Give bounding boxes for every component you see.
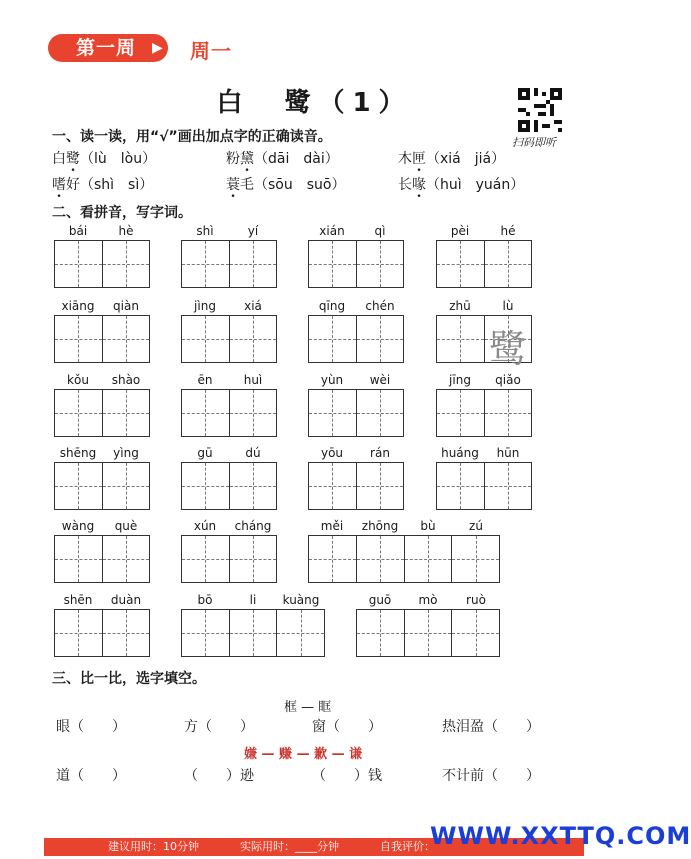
pinyin-options[interactable]: （huì yuán） xyxy=(426,177,525,193)
pinyin-label: ruò xyxy=(466,593,486,607)
writing-cell[interactable] xyxy=(309,316,357,362)
pronunciation-item[interactable] xyxy=(52,148,156,168)
writing-grid xyxy=(181,315,277,363)
pinyin-label: qì xyxy=(374,224,386,238)
writing-cell[interactable] xyxy=(103,610,150,656)
writing-grid xyxy=(181,535,277,583)
pinyin-label: hūn xyxy=(496,446,520,460)
section2-heading: 二、看拼音，写字词。 xyxy=(52,205,192,221)
blank-2-3[interactable]: （ ）钱 xyxy=(312,768,382,784)
writing-cell[interactable] xyxy=(55,536,103,582)
pinyin-label: wàng xyxy=(61,519,95,533)
writing-cell[interactable] xyxy=(230,316,277,362)
pinyin-label: mò xyxy=(418,593,438,607)
pinyin-label: xiá xyxy=(244,299,262,313)
dotted-character: 黛 xyxy=(240,151,254,167)
writing-cell[interactable] xyxy=(103,390,150,436)
writing-cell[interactable] xyxy=(309,536,357,582)
pinyin-label: jīng xyxy=(449,373,471,387)
pinyin-label: hè xyxy=(118,224,134,238)
watermark: WWW.XXTTQ.COM xyxy=(430,822,691,850)
writing-cell[interactable] xyxy=(309,241,357,287)
pinyin-label: xiāng xyxy=(61,299,95,313)
blank-1-3[interactable]: 窗（ ） xyxy=(312,719,382,735)
pinyin-label: qiàn xyxy=(113,299,139,313)
writing-grid xyxy=(436,240,532,288)
writing-cell[interactable] xyxy=(437,316,485,362)
pinyin-label: xún xyxy=(193,519,217,533)
blank-1-2[interactable]: 方（ ） xyxy=(184,719,254,735)
pinyin-label: cháng xyxy=(234,519,272,533)
compare-pair-2: 嫌 — 赚 — 歉 — 谦 xyxy=(244,747,363,762)
writing-cell[interactable] xyxy=(182,536,230,582)
word-suffix: 好 xyxy=(66,177,80,193)
pinyin-label: yí xyxy=(247,224,259,238)
pinyin-label: què xyxy=(114,519,138,533)
writing-grid xyxy=(181,389,277,437)
given-character: 鹭 xyxy=(488,327,527,371)
pinyin-label: bái xyxy=(68,224,88,238)
dotted-character: 匣 xyxy=(412,151,426,167)
writing-cell[interactable] xyxy=(103,463,150,509)
writing-cell[interactable] xyxy=(103,316,150,362)
writing-cell[interactable] xyxy=(55,610,103,656)
pinyin-label: bù xyxy=(420,519,436,533)
pronunciation-item[interactable] xyxy=(226,174,345,194)
pinyin-label: yìng xyxy=(113,446,139,460)
dotted-character: 蓑 xyxy=(226,177,240,193)
word-prefix: 粉 xyxy=(226,151,240,167)
pinyin-label: hé xyxy=(500,224,516,238)
pinyin-label: wèi xyxy=(369,373,391,387)
dotted-character: 喙 xyxy=(412,177,426,193)
writing-cell[interactable] xyxy=(485,241,532,287)
section1-heading: 一、读一读，用“√”画出加点字的正确读音。 xyxy=(52,129,332,145)
pinyin-label: li xyxy=(249,593,257,607)
writing-grid xyxy=(308,535,500,583)
blank-2-2[interactable]: （ ）逊 xyxy=(184,768,254,784)
pronunciation-item[interactable] xyxy=(398,148,505,168)
writing-cell[interactable] xyxy=(485,316,532,371)
pinyin-options[interactable]: （sōu suō） xyxy=(254,177,346,193)
writing-cell[interactable] xyxy=(277,610,324,656)
writing-grid xyxy=(308,240,404,288)
writing-cell[interactable] xyxy=(230,390,277,436)
pinyin-label: qīng xyxy=(318,299,346,313)
writing-grid xyxy=(436,389,532,437)
pinyin-label: shì xyxy=(196,224,214,238)
writing-grid xyxy=(181,240,277,288)
writing-cell[interactable] xyxy=(485,390,532,436)
writing-cell[interactable] xyxy=(230,536,277,582)
word-suffix: 毛 xyxy=(240,177,254,193)
pinyin-label: yōu xyxy=(320,446,344,460)
pronunciation-item[interactable] xyxy=(52,174,153,194)
pinyin-label: zhōng xyxy=(361,519,399,533)
writing-grid xyxy=(54,609,150,657)
writing-cell[interactable] xyxy=(230,610,278,656)
word-prefix: 长 xyxy=(398,177,412,193)
play-arrow-icon: ▶ xyxy=(152,40,163,56)
compare-pair-1: 框 — 眶 xyxy=(284,700,332,715)
blank-2-1[interactable]: 道（ ） xyxy=(56,768,126,784)
pinyin-label: shào xyxy=(111,373,141,387)
writing-grid xyxy=(436,315,532,371)
writing-cell[interactable] xyxy=(357,463,404,509)
page-title: 白 鹭（1） xyxy=(216,88,413,118)
pinyin-label: kuàng xyxy=(282,593,320,607)
writing-cell[interactable] xyxy=(103,536,150,582)
pinyin-label: qiǎo xyxy=(495,373,521,387)
writing-cell[interactable] xyxy=(437,463,485,509)
blank-1-1[interactable]: 眼（ ） xyxy=(56,719,126,735)
pinyin-label: jìng xyxy=(194,299,216,313)
writing-cell[interactable] xyxy=(405,610,453,656)
writing-cell[interactable] xyxy=(55,463,103,509)
writing-cell[interactable] xyxy=(230,241,277,287)
actual-time: 实际用时：____分钟 xyxy=(240,840,339,853)
pronunciation-item[interactable] xyxy=(398,174,524,194)
pinyin-label: shēn xyxy=(63,593,93,607)
writing-cell[interactable] xyxy=(182,610,230,656)
pinyin-label: huì xyxy=(243,373,263,387)
writing-cell[interactable] xyxy=(309,463,357,509)
pinyin-label: duàn xyxy=(110,593,142,607)
writing-cell[interactable] xyxy=(55,316,103,362)
writing-grid xyxy=(356,609,500,657)
pinyin-label: kǒu xyxy=(67,373,89,387)
pronunciation-item[interactable] xyxy=(226,148,339,168)
pinyin-label: xián xyxy=(319,224,345,238)
writing-cell[interactable] xyxy=(182,316,230,362)
blank-1-4[interactable]: 热泪盈（ ） xyxy=(442,719,540,735)
writing-grid xyxy=(54,535,150,583)
writing-grid xyxy=(308,315,404,363)
dotted-character: 鹭 xyxy=(66,151,80,167)
writing-grid xyxy=(181,462,277,510)
writing-cell[interactable] xyxy=(405,536,453,582)
pinyin-label: pèi xyxy=(450,224,470,238)
pinyin-options[interactable]: （dāi dài） xyxy=(254,151,339,167)
blank-2-4[interactable]: 不计前（ ） xyxy=(442,768,540,784)
pinyin-label: guō xyxy=(368,593,392,607)
writing-cell[interactable] xyxy=(437,390,485,436)
writing-grid xyxy=(436,462,532,510)
pinyin-label: lù xyxy=(502,299,514,313)
writing-cell[interactable] xyxy=(55,241,103,287)
pinyin-options[interactable]: （shì sì） xyxy=(80,177,154,193)
qr-code-icon[interactable] xyxy=(518,88,562,132)
qr-caption: 扫码即听 xyxy=(512,136,556,149)
pinyin-options[interactable]: （lù lòu） xyxy=(80,151,157,167)
writing-cell[interactable] xyxy=(357,610,405,656)
writing-cell[interactable] xyxy=(437,241,485,287)
pinyin-options[interactable]: （xiá jiá） xyxy=(426,151,506,167)
writing-grid xyxy=(54,462,150,510)
writing-grid xyxy=(308,389,404,437)
writing-cell[interactable] xyxy=(182,241,230,287)
writing-cell[interactable] xyxy=(357,390,404,436)
pinyin-label: dú xyxy=(245,446,261,460)
writing-cell[interactable] xyxy=(182,463,230,509)
pinyin-label: zú xyxy=(469,519,483,533)
week-badge: 第一周 xyxy=(48,34,168,62)
pinyin-label: shēng xyxy=(59,446,97,460)
writing-grid xyxy=(54,240,150,288)
writing-grid xyxy=(54,389,150,437)
writing-cell[interactable] xyxy=(452,536,499,582)
section3-heading: 三、比一比，选字填空。 xyxy=(52,671,206,687)
pinyin-label: měi xyxy=(320,519,344,533)
writing-cell[interactable] xyxy=(357,316,404,362)
pinyin-label: rán xyxy=(370,446,390,460)
writing-cell[interactable] xyxy=(485,463,532,509)
pinyin-label: chén xyxy=(365,299,395,313)
writing-grid xyxy=(54,315,150,363)
pinyin-label: huáng xyxy=(441,446,479,460)
writing-cell[interactable] xyxy=(103,241,150,287)
suggested-time: 建议用时：10分钟 xyxy=(108,840,199,853)
writing-cell[interactable] xyxy=(230,463,277,509)
dotted-character: 嗜 xyxy=(52,177,66,193)
writing-cell[interactable] xyxy=(55,390,103,436)
writing-cell[interactable] xyxy=(309,390,357,436)
writing-cell[interactable] xyxy=(357,536,405,582)
writing-grid xyxy=(181,609,325,657)
writing-cell[interactable] xyxy=(452,610,499,656)
pinyin-label: zhū xyxy=(449,299,471,313)
pinyin-label: gū xyxy=(197,446,213,460)
pinyin-label: yùn xyxy=(320,373,344,387)
pinyin-label: ēn xyxy=(197,373,213,387)
writing-grid xyxy=(308,462,404,510)
word-prefix: 白 xyxy=(52,151,66,167)
writing-cell[interactable] xyxy=(357,241,404,287)
writing-cell[interactable] xyxy=(182,390,230,436)
pinyin-label: bō xyxy=(197,593,213,607)
word-prefix: 木 xyxy=(398,151,412,167)
self-evaluation: 自我评价： xyxy=(380,840,435,853)
day-label: 周一 xyxy=(190,39,232,63)
